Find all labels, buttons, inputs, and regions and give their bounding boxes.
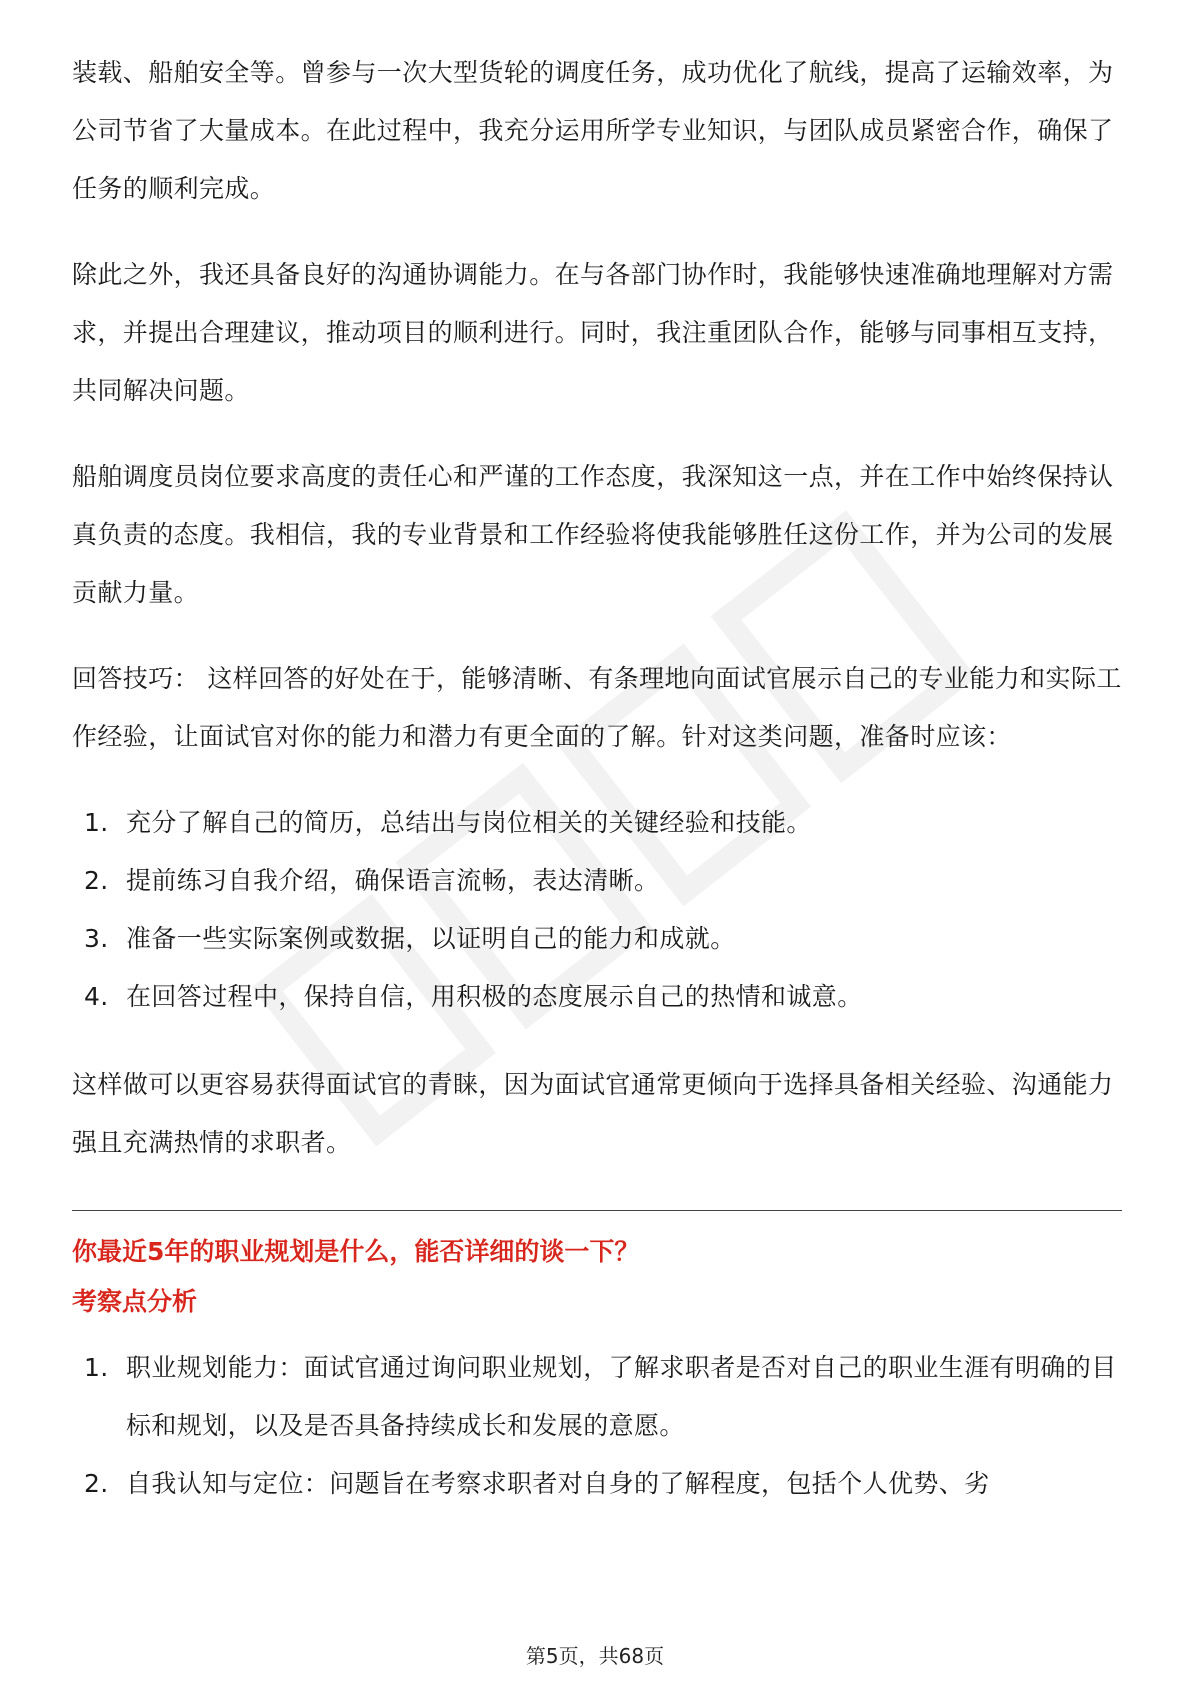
list-item: 2. 提前练习自我介绍，确保语言流畅，表达清晰。 (84, 866, 660, 895)
tips-list (72, 794, 1122, 1026)
list-item: 2. 自我认知与定位：问题旨在考察求职者对自身的了解程度，包括个人优势、劣 (84, 1469, 990, 1498)
page-footer: 第5页，共68页 (525, 1644, 665, 1668)
paragraph: 船舶调度员岗位要求高度的责任心和严谨的工作态度，我深知这一点，并在工作中始终保持认真负责的态度。我相信，我的专业背景和工作经验将使我能够胜任这份工作，并为公司的发展贡献力量。 (72, 462, 1114, 607)
list-item: 4. 在回答过程中，保持自信，用积极的态度展示自己的热情和诚意。 (84, 982, 863, 1011)
analysis-list (72, 1339, 1122, 1513)
answer-tips-paragraph: 回答技巧： 这样回答的好处在于，能够清晰、有条理地向面试官展示自己的专业能力和实际工作经验，让面试官对你的能力和潜力有更全面的了解。针对这类问题，准备时应该： (72, 664, 1122, 751)
document-page (72, 44, 1122, 1543)
list-item: 1. 职业规划能力：面试官通过询问职业规划，了解求职者是否对自己的职业生涯有明确的目标和规划，以及是否具备持续成长和发展的意愿。 (84, 1353, 1117, 1440)
list-item: 3. 准备一些实际案例或数据，以证明自己的能力和成就。 (84, 924, 736, 953)
closing-paragraph: 这样做可以更容易获得面试官的青睐，因为面试官通常更倾向于选择具备相关经验、沟通能力强且充满热情的求职者。 (72, 1070, 1114, 1157)
question-title: 你最近5年的职业规划是什么，能否详细的谈一下？ (72, 1237, 640, 1266)
section-divider (72, 1210, 1122, 1211)
paragraph: 装载、船舶安全等。曾参与一次大型货轮的调度任务，成功优化了航线，提高了运输效率，为公司节省了大量成本。在此过程中，我充分运用所学专业知识，与团队成员紧密合作，确保了任务的顺利完成。 (72, 58, 1114, 203)
paragraph: 除此之外，我还具备良好的沟通协调能力。在与各部门协作时，我能够快速准确地理解对方需求，并提出合理建议，推动项目的顺利进行。同时，我注重团队合作，能够与同事相互支持，共同解决问题。 (72, 260, 1114, 405)
question-subtitle: 考察点分析 (72, 1287, 198, 1316)
list-item: 1. 充分了解自己的简历，总结出与岗位相关的关键经验和技能。 (84, 808, 812, 837)
